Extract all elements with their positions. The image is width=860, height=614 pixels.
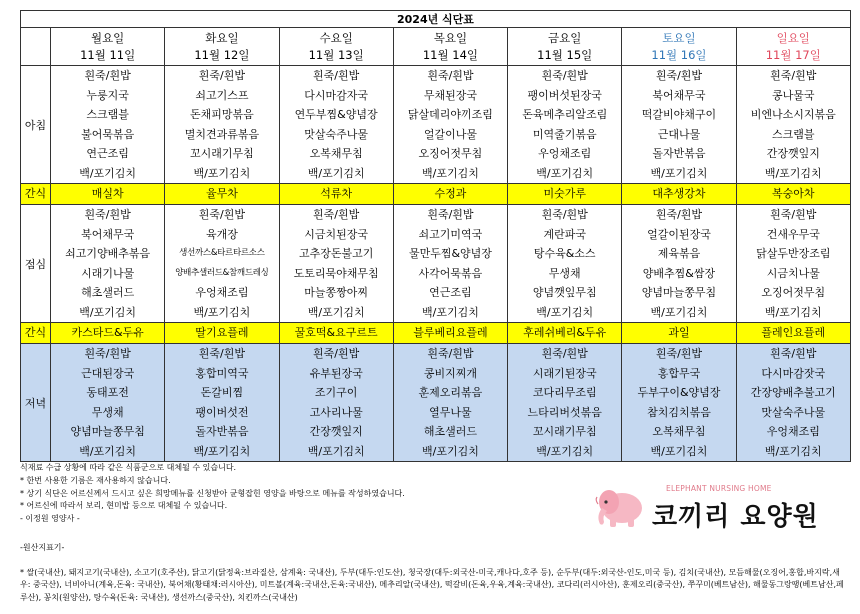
menu-item: 근대된장국 (81, 366, 135, 380)
menu-item: 백/포기김치 (536, 444, 594, 458)
menu-item: 흰죽/흰밥 (427, 208, 474, 221)
snack-item: 과일 (622, 323, 736, 344)
menu-item: 흰죽/흰밥 (770, 208, 817, 221)
menu-item: 흰죽/흰밥 (541, 347, 588, 360)
weekday-label: 목요일 (433, 30, 468, 45)
menu-item: 무생채 (548, 266, 581, 280)
menu-item: 양배추샐러드&참깨드레싱 (175, 267, 269, 278)
menu-item: 고추장돈불고기 (298, 247, 374, 260)
menu-item: 닭살두반장조림 (756, 247, 831, 260)
note-line: 식재료 수급 상황에 따라 같은 식품군으로 대체될 수 있습니다. (20, 463, 237, 472)
menu-item: 백/포기김치 (764, 305, 822, 319)
menu-item: 백/포기김치 (79, 166, 137, 180)
snack-item: 딸기요플레 (165, 323, 279, 344)
menu-item: 훈제오리볶음 (418, 386, 483, 399)
lunch-day-cell (508, 205, 622, 323)
dinner-day-cell (165, 344, 279, 462)
menu-item: 열무나물 (429, 405, 472, 419)
menu-item: 연두부찜&양념장 (294, 108, 378, 121)
day-header (165, 28, 279, 66)
menu-item: 연근조림 (429, 286, 472, 299)
menu-item: 느타리버섯볶음 (527, 405, 602, 419)
menu-item: 해초샐러드 (423, 425, 477, 438)
menu-item: 흰죽/흰밥 (198, 347, 245, 360)
menu-item: 백/포기김치 (422, 305, 479, 319)
menu-item: 양념마늘쫑무침 (70, 425, 145, 438)
menu-item: 오복채무침 (309, 147, 363, 160)
day-header-row (21, 28, 851, 66)
date-label: 11월 17일 (765, 47, 821, 62)
menu-item: 흰죽/흰밥 (427, 69, 474, 82)
menu-item: 북어채무국 (652, 88, 706, 102)
breakfast-day-cell (393, 66, 507, 184)
menu-item: 백/포기김치 (764, 166, 822, 180)
menu-item: 백/포기김치 (422, 444, 479, 458)
date-label: 11월 16일 (651, 47, 707, 62)
menu-item: 백/포기김치 (650, 166, 708, 180)
snack-item: 카스타드&두유 (51, 323, 165, 344)
lunch-day-cell (393, 205, 507, 323)
menu-item: 흰죽/흰밥 (427, 347, 474, 360)
menu-item: 백/포기김치 (193, 305, 251, 319)
menu-item: 흰죽/흰밥 (313, 208, 360, 221)
weekday-label: 월요일 (90, 30, 125, 45)
menu-item: 흰죽/흰밥 (84, 208, 131, 221)
day-header (51, 28, 165, 66)
day-header (736, 28, 850, 66)
day-header (393, 28, 507, 66)
menu-item: 제육볶음 (657, 247, 701, 260)
menu-item: 홍합미역국 (195, 366, 249, 380)
date-label: 11월 11일 (80, 47, 136, 62)
menu-item: 흰죽/흰밥 (313, 347, 360, 360)
weekday-label: 토요일 (662, 30, 696, 45)
menu-item: 마늘쫑짱아찌 (304, 286, 369, 299)
menu-item: 다시마감자국 (304, 88, 369, 102)
menu-item: 콩나물국 (772, 88, 815, 102)
menu-item: 스크램블 (86, 108, 129, 121)
menu-item: 돌자반볶음 (195, 425, 249, 438)
origin-block (20, 542, 844, 604)
lunch-label: 점심 (21, 205, 51, 323)
weekday-label: 화요일 (205, 30, 239, 45)
dinner-day-cell (51, 344, 165, 462)
menu-item: 팽이버섯된장국 (527, 88, 602, 102)
note-line: * 어르신에 따라서 보리, 현미밥 등으로 대체될 수 있습니다. (20, 501, 228, 511)
menu-item: 시금치된장국 (304, 227, 369, 241)
menu-item: 백/포기김치 (422, 166, 479, 180)
menu-item: 우엉채조림 (766, 425, 820, 438)
menu-item: 백/포기김치 (193, 166, 251, 180)
menu-item: 돌자반볶음 (652, 147, 706, 160)
nutritionist-signature: - 이정원 영양사 - (20, 514, 80, 524)
menu-table (20, 10, 851, 462)
menu-item: 누룽지국 (86, 88, 129, 102)
snack-item: 율무차 (165, 184, 279, 205)
menu-item: 해초샐러드 (81, 286, 135, 299)
menu-item: 시금치나물 (766, 266, 820, 280)
weekday-label: 일요일 (776, 30, 810, 45)
menu-item: 흰죽/흰밥 (541, 69, 588, 82)
menu-item: 백/포기김치 (307, 166, 365, 180)
elephant-icon (592, 482, 650, 532)
menu-item: 오징어젓무침 (418, 147, 483, 160)
menu-item: 무채된장국 (423, 88, 477, 102)
menu-item: 백/포기김치 (307, 444, 365, 458)
date-label: 11월 12일 (194, 47, 250, 62)
menu-item: 흰죽/흰밥 (770, 69, 817, 82)
lunch-row (21, 205, 851, 323)
origin-text: * 쌀(국내산), 돼지고기(국내산), 소고기(호주산), 닭고기(닭정육:브라질산, 삼계육: 국내산), 두부(대두:인도산), 청국장(대두:외국산-미국,캐나다,호주 등), 순두부(대두:외국산-인도,미국 등), 김치(국내산), 모듬해물(오징어,홍합,바지락,새우: 중국산), 너비아니(계육,돈육: 국내산), 북어채(황태채:러시아산), 미트볼(계육:국내산,돈육:국내산), 메추리알(국내산), 떡갈비(돈육,우육,계육:국내산), 코다리(러시아산), 훈제오리(중국산), 쭈꾸미(베트남산), 해물동그랑땡(베트남산,페루산), 꽁치(원양산), 탕수육(돈육: 국내산), 생선까스(중국산), 치킨까스(국내산) (20, 567, 844, 602)
menu-item: 조기구이 (314, 386, 358, 399)
menu-item: 백/포기김치 (536, 305, 594, 319)
date-label: 11월 13일 (308, 47, 364, 62)
lunch-day-cell (165, 205, 279, 323)
snack-item: 대추생강차 (622, 184, 736, 205)
menu-item: 계란파국 (543, 227, 586, 241)
menu-item: 흰죽/흰밥 (655, 69, 703, 82)
menu-item: 양념마늘쫑무침 (641, 286, 717, 299)
breakfast-day-cell (165, 66, 279, 184)
menu-item: 두부구이&양념장 (637, 386, 721, 399)
menu-item: 꼬시래기무침 (190, 147, 254, 160)
menu-item: 시래기된장국 (532, 366, 597, 380)
menu-item: 육개장 (205, 227, 238, 241)
day-header (508, 28, 622, 66)
menu-item: 양배추찜&쌈장 (642, 266, 716, 280)
menu-item: 닭살데리야끼조림 (407, 108, 493, 121)
dinner-row (21, 344, 851, 462)
dinner-day-cell (279, 344, 393, 462)
lunch-day-cell (622, 205, 736, 323)
menu-item: 불어묵볶음 (81, 127, 135, 141)
menu-item: 시래기나물 (81, 266, 135, 280)
dinner-label: 저녁 (21, 344, 51, 462)
menu-item: 양념깻잎무침 (532, 286, 597, 299)
origin-heading: -원산지표기- (20, 543, 65, 552)
breakfast-day-cell (622, 66, 736, 184)
snack-label: 간식 (21, 184, 51, 205)
menu-item: 간장깻잎지 (309, 425, 363, 438)
menu-item: 코다리무조림 (532, 386, 597, 399)
menu-item: 맛살숙주나물 (761, 405, 826, 419)
menu-item: 백/포기김치 (650, 444, 708, 458)
menu-item: 간장양배추불고기 (750, 386, 836, 399)
menu-item: 멸치견과류볶음 (184, 127, 260, 141)
snack-item: 블루베리요플레 (393, 323, 507, 344)
menu-item: 꼬시래기무침 (532, 425, 597, 438)
note-line: * 한번 사용한 기름은 재사용하지 않습니다. (20, 475, 171, 485)
breakfast-row (21, 66, 851, 184)
breakfast-day-cell (508, 66, 622, 184)
breakfast-day-cell (736, 66, 850, 184)
menu-item: 돈채피망볶음 (190, 108, 254, 121)
menu-item: 백/포기김치 (79, 444, 137, 458)
menu-item: 흰죽/흰밥 (313, 69, 360, 82)
date-label: 11월 14일 (422, 47, 478, 62)
snack-item: 석류차 (279, 184, 393, 205)
menu-item: 간장깻잎지 (766, 147, 820, 160)
menu-item: 고사리나물 (309, 405, 363, 419)
menu-item: 미역줄기볶음 (532, 127, 597, 141)
dinner-day-cell (736, 344, 850, 462)
menu-item: 다시마감잣국 (761, 366, 826, 380)
breakfast-day-cell (51, 66, 165, 184)
day-header (279, 28, 393, 66)
logo-korean-text: 코끼리 요양원 (652, 502, 819, 532)
menu-item: 유부된장국 (309, 366, 363, 380)
menu-item: 팽이버섯전 (195, 405, 249, 419)
menu-item: 백/포기김치 (193, 444, 251, 458)
menu-item: 돈갈비찜 (200, 386, 244, 399)
breakfast-day-cell (279, 66, 393, 184)
menu-item: 흰죽/흰밥 (655, 347, 703, 360)
lunch-day-cell (279, 205, 393, 323)
breakfast-label: 아침 (21, 66, 51, 184)
snack-item: 복숭아차 (736, 184, 850, 205)
date-label: 11월 15일 (537, 47, 593, 62)
menu-item: 콩비지찌개 (423, 366, 477, 380)
menu-item: 탕수육&소스 (533, 247, 596, 260)
dinner-day-cell (393, 344, 507, 462)
corner-cell (21, 28, 51, 66)
menu-item: 생선까스&타르타르소스 (179, 248, 265, 258)
snack-item: 매실차 (51, 184, 165, 205)
menu-item: 흰죽/흰밥 (198, 208, 245, 221)
menu-item: 동태포전 (86, 386, 129, 399)
menu-item: 떡갈비야채구이 (641, 108, 717, 121)
snack-row-morning (21, 184, 851, 205)
menu-item: 사각어묵볶음 (418, 266, 483, 280)
menu-item: 쇠고기미역국 (418, 227, 483, 241)
snack-item: 꿀호떡&요구르트 (279, 323, 393, 344)
snack-item: 미숫가루 (508, 184, 622, 205)
menu-item: 스크램블 (772, 127, 815, 141)
menu-item: 비엔나소시지볶음 (750, 108, 836, 121)
menu-item: 맛살숙주나물 (304, 127, 369, 141)
snack-row-afternoon (21, 323, 851, 344)
menu-item: 무생채 (91, 405, 124, 419)
menu-item: 얼갈이나물 (423, 127, 477, 141)
snack-item: 플레인요플레 (736, 323, 850, 344)
menu-item: 백/포기김치 (307, 305, 365, 319)
note-line: * 상기 식단은 어르신께서 드시고 싶은 희망메뉴를 신청받아 균형잡힌 영양을 바탕으로 메뉴를 작성하였습니다. (20, 488, 405, 498)
nursing-home-logo (592, 478, 832, 536)
menu-item: 흰죽/흰밥 (84, 347, 131, 360)
menu-item: 우엉채조림 (195, 286, 249, 299)
menu-item: 백/포기김치 (764, 444, 822, 458)
menu-item: 참치김치볶음 (647, 405, 711, 419)
menu-item: 백/포기김치 (650, 305, 708, 319)
menu-item: 흰죽/흰밥 (655, 208, 703, 221)
snack-item: 수정과 (393, 184, 507, 205)
lunch-day-cell (51, 205, 165, 323)
menu-item: 홍합무국 (657, 366, 701, 380)
menu-item: 흰죽/흰밥 (84, 69, 131, 82)
menu-item: 백/포기김치 (79, 305, 137, 319)
menu-item: 우엉채조림 (538, 147, 592, 160)
snack-item: 후레쉬베리&두유 (508, 323, 622, 344)
menu-item: 쇠고기스프 (195, 88, 249, 102)
menu-item: 흰죽/흰밥 (198, 69, 245, 82)
menu-item: 오징어젓무침 (761, 286, 826, 299)
snack-label: 간식 (21, 323, 51, 344)
menu-item: 얼갈이된장국 (647, 227, 711, 241)
menu-item: 북어채무국 (81, 227, 135, 241)
day-header (622, 28, 736, 66)
menu-item: 쇠고기양배추볶음 (65, 247, 151, 260)
weekday-label: 금요일 (548, 30, 582, 45)
menu-item: 흰죽/흰밥 (770, 347, 817, 360)
dinner-day-cell (622, 344, 736, 462)
logo-english-text: ELEPHANT NURSING HOME (666, 484, 772, 493)
menu-item: 흰죽/흰밥 (541, 208, 588, 221)
menu-item: 도토리묵야채무침 (293, 266, 379, 280)
table-title: 2024년 식단표 (21, 11, 851, 28)
menu-item: 건새우무국 (766, 227, 820, 241)
menu-item: 오복채무침 (652, 425, 706, 438)
menu-item: 백/포기김치 (536, 166, 594, 180)
menu-item: 돈육메추리알조림 (522, 108, 608, 121)
menu-item: 물만두찜&양념장 (408, 247, 492, 260)
weekday-label: 수요일 (319, 30, 353, 45)
menu-item: 연근조림 (86, 147, 129, 160)
dinner-day-cell (508, 344, 622, 462)
menu-item: 근대나물 (657, 127, 701, 141)
lunch-day-cell (736, 205, 850, 323)
